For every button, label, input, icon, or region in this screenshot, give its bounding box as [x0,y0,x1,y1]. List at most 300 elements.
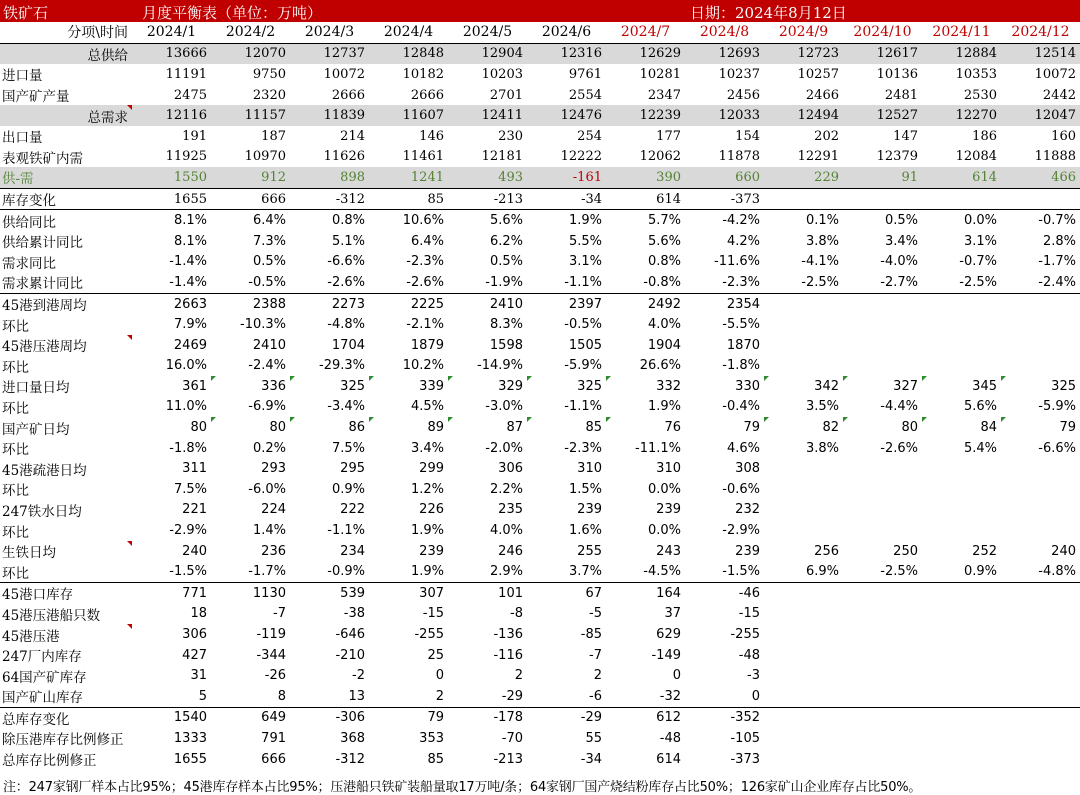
table-cell: 222 [340,502,365,518]
table-cell: 10072 [323,66,365,82]
table-row [0,665,1080,686]
table-cell: -1.8% [722,358,760,374]
table-row [0,105,1080,126]
table-cell: 2442 [1042,87,1076,103]
table-cell: 2273 [290,293,369,314]
table-cell: -136 [493,627,523,643]
table-cell: -149 [651,647,681,663]
row-label: 需求同比 [2,255,56,272]
row-label: 247铁水日均 [2,503,82,520]
table-row [0,126,1080,147]
table-cell [1001,749,1080,770]
table-cell [764,665,843,686]
table-cell: 2666 [331,87,365,103]
table-cell: -255 [730,627,760,643]
table-cell [1001,624,1080,645]
table-cell: 0 [435,668,444,684]
table-cell: 82 [764,417,843,438]
row-label: 247厂内库存 [2,649,82,666]
table-cell: -6.0% [248,481,286,497]
month-header: 2024/1 [132,22,211,43]
table-cell: -1.8% [169,440,207,456]
table-cell: 307 [369,583,448,604]
table-cell: 2410 [252,337,286,353]
table-cell: 2554 [568,87,602,103]
table-cell: 353 [419,730,444,746]
table-cell: 67 [527,583,606,604]
table-cell: 10203 [481,66,523,82]
table-cell: 612 [606,707,685,728]
table-cell: 614 [606,188,685,210]
table-cell: 345 [922,376,1001,397]
table-row [0,231,1080,252]
table-cell [1001,479,1080,500]
table-cell: -34 [580,751,602,767]
table-cell: 10182 [402,66,444,82]
table-cell: 243 [656,543,681,559]
table-cell: -1.7% [1038,254,1076,270]
table-cell: 493 [448,167,527,188]
table-cell [843,479,922,500]
row-label: 64国产矿库存 [2,669,87,686]
table-cell: 2530 [963,87,997,103]
table-cell: 427 [182,647,207,663]
table-row [0,707,1080,728]
table-cell: 3.1% [963,233,997,249]
table-cell [1001,314,1080,335]
table-row [0,479,1080,500]
table-row [0,272,1080,293]
month-header: 2024/10 [843,22,922,43]
month-header: 2024/6 [527,22,606,43]
row-label: 环比 [2,400,29,417]
table-cell: -161 [527,167,606,188]
table-cell: 12379 [876,149,918,165]
table-cell [843,293,922,314]
table-cell: 12737 [290,43,369,64]
table-cell [764,707,843,728]
table-cell: -5.9% [564,358,602,374]
table-cell: 84 [922,417,1001,438]
table-cell: 10237 [718,66,760,82]
row-label: 进口量 [2,68,43,85]
table-cell: -2.4% [248,358,286,374]
table-cell: 146 [419,128,444,144]
table-cell: 1879 [410,337,444,353]
row-label: 总库存变化 [0,707,132,728]
table-cell: 2492 [606,293,685,314]
table-cell: 239 [419,543,444,559]
table-cell: 10257 [797,66,839,82]
row-label: 45港口库存 [0,583,132,604]
table-row [0,314,1080,335]
table-cell: 186 [972,128,997,144]
table-cell: 310 [577,461,602,477]
table-cell: 1.9% [647,399,681,415]
table-cell: -4.8% [327,317,365,333]
table-row [0,293,1080,314]
table-cell: 9750 [252,66,286,82]
table-row [0,438,1080,459]
row-label: 国产矿山库存 [2,690,83,707]
month-header: 2024/5 [448,22,527,43]
table-cell: -352 [685,707,764,728]
table-cell: 25 [427,647,444,663]
table-cell: 4.5% [410,399,444,415]
table-cell: 229 [764,167,843,188]
table-cell: -213 [448,188,527,210]
table-row [0,728,1080,749]
table-cell: -646 [335,627,365,643]
table-cell: -306 [290,707,369,728]
table-row [0,188,1080,210]
table-cell [764,500,843,521]
table-cell: 239 [656,502,681,518]
table-cell: 2 [514,668,523,684]
table-cell: 224 [261,502,286,518]
table-cell: 1.9% [527,210,606,231]
table-cell [843,707,922,728]
table-cell: 6.4% [410,233,444,249]
table-cell: 2320 [252,87,286,103]
table-cell: -2.9% [169,523,207,539]
table-cell: 76 [606,417,685,438]
table-cell: 214 [340,128,365,144]
table-cell: 12270 [922,105,1001,126]
table-cell: -0.4% [722,399,760,415]
table-cell: -1.1% [327,523,365,539]
table-cell: 230 [498,128,523,144]
table-cell: -210 [335,647,365,663]
table-cell: 342 [764,376,843,397]
table-cell: 539 [290,583,369,604]
table-cell: -4.4% [880,399,918,415]
table-cell: 1655 [173,751,207,767]
table-cell: -2.5% [801,274,839,290]
table-cell [922,314,1001,335]
table-cell: 87 [448,417,527,438]
row-label: 45港到港周均 [0,293,132,314]
table-cell: -1.9% [485,274,523,290]
table-cell: 10970 [244,149,286,165]
table-cell [764,314,843,335]
table-cell: 11157 [211,105,290,126]
table-row [0,147,1080,168]
corner-label: 分项\时间 [0,22,132,43]
table-cell: 2.9% [489,564,523,580]
table-cell: 3.8% [805,440,839,456]
row-label: 需求累计同比 [2,276,83,293]
table-cell: 246 [498,543,523,559]
table-cell: 2.8% [1042,233,1076,249]
table-cell: -3.4% [327,399,365,415]
table-cell: -213 [493,751,523,767]
footnote: 注：247家钢厂样本占比95%；45港库存样本占比95%；压港船只铁矿装船量取17万吨/条；64家钢厂国产烧结粉库存占比50%；126家矿山企业库存占比50%。 [3,780,922,795]
table-cell [843,645,922,666]
table-cell: -8 [510,606,523,622]
table-cell [922,293,1001,314]
table-cell: 336 [211,376,290,397]
table-cell: -29.3% [319,358,365,374]
table-cell: 80 [211,417,290,438]
table-cell: 10072 [1034,66,1076,82]
table-cell: 12239 [606,105,685,126]
table-cell [1001,188,1080,210]
table-cell: -4.2% [685,210,764,231]
table-cell: 234 [340,543,365,559]
table-cell: 0.5% [489,254,523,270]
table-cell: -312 [290,188,369,210]
table-row [0,624,1080,645]
table-cell: 7.3% [252,233,286,249]
table-cell: -0.7% [1001,210,1080,231]
table-cell: 8 [277,688,286,704]
table-cell: 614 [656,751,681,767]
table-cell: 13 [348,688,365,704]
header-bar [0,0,1080,22]
table-cell [843,314,922,335]
table-cell: 0.9% [331,481,365,497]
table-cell: -373 [685,188,764,210]
table-row [0,749,1080,770]
table-cell [843,356,922,377]
table-cell: 1505 [568,337,602,353]
table-cell: 12291 [797,149,839,165]
table-cell: 2410 [448,293,527,314]
table-cell: 306 [182,627,207,643]
table-cell: -2.3% [564,440,602,456]
table-cell: -1.4% [169,254,207,270]
table-cell: 5 [198,688,207,704]
table-row [0,64,1080,85]
table-cell [1001,645,1080,666]
table-cell [922,604,1001,625]
table-cell: 3.4% [884,233,918,249]
table-cell: -2.7% [880,274,918,290]
row-label: 环比 [2,318,29,335]
table-cell [764,293,843,314]
table-cell: 12062 [639,149,681,165]
table-cell: 7.9% [173,317,207,333]
table-cell [764,749,843,770]
table-cell: 327 [843,376,922,397]
table-cell: -6.6% [327,254,365,270]
table-cell: 2347 [647,87,681,103]
table-cell [1001,728,1080,749]
table-cell: -0.5% [564,317,602,333]
table-cell: 101 [448,583,527,604]
row-label: 环比 [2,565,29,582]
table-cell [1001,500,1080,521]
table-cell: 6.4% [211,210,290,231]
table-cell: 79 [743,420,760,436]
month-header: 2024/12 [1001,22,1080,43]
table-cell: 1.9% [410,523,444,539]
table-cell: -5 [589,606,602,622]
table-cell: 368 [340,730,365,746]
table-cell [843,665,922,686]
table-cell [764,645,843,666]
table-cell: 0.8% [647,254,681,270]
table-cell: 8.1% [173,233,207,249]
table-cell: 13666 [132,43,211,64]
table-cell: 2 [593,668,602,684]
table-cell: -1.1% [564,399,602,415]
row-label: 表观铁矿内需 [2,150,83,167]
table-cell [922,728,1001,749]
table-cell: 236 [261,543,286,559]
table-cell: -0.7% [959,254,997,270]
table-cell: -7 [273,606,286,622]
table-cell: -15 [738,606,760,622]
table-cell: -29 [501,688,523,704]
table-cell: 666 [211,188,290,210]
table-cell: 2388 [211,293,290,314]
table-cell: 16.0% [165,358,207,374]
table-cell: 293 [261,461,286,477]
table-cell: -2.6% [880,440,918,456]
table-cell [843,520,922,541]
row-label: 环比 [2,359,29,376]
table-cell: 37 [664,606,681,622]
table-cell [764,686,843,707]
table-cell: 11626 [323,149,365,165]
table-cell [1001,665,1080,686]
table-cell: -70 [501,730,523,746]
table-cell [922,583,1001,604]
table-cell: -10.3% [240,317,286,333]
table-cell [764,356,843,377]
table-cell: 5.1% [331,233,365,249]
table-cell: 329 [448,376,527,397]
table-cell: 232 [735,502,760,518]
table-cell: 0.0% [922,210,1001,231]
table-cell [843,188,922,210]
table-cell: 1550 [132,167,211,188]
table-cell: 252 [972,543,997,559]
table-cell: 6.9% [805,564,839,580]
table-cell: -116 [493,647,523,663]
table-cell: 5.7% [606,210,685,231]
table-row [0,252,1080,273]
month-header: 2024/11 [922,22,1001,43]
table-cell [1001,458,1080,479]
table-cell: -6.6% [1038,440,1076,456]
table-row [0,561,1080,582]
table-cell: 10.2% [402,358,444,374]
table-cell: 12527 [843,105,922,126]
table-cell: 79 [1001,417,1080,438]
table-cell: -0.9% [327,564,365,580]
row-label: 国产矿产量 [2,89,70,106]
table-cell: 191 [182,128,207,144]
table-cell: -1.7% [248,564,286,580]
table-cell [1001,520,1080,541]
table-row [0,397,1080,418]
table-cell [764,520,843,541]
table-row [0,85,1080,106]
table-cell: 240 [1051,543,1076,559]
table-cell: 250 [893,543,918,559]
table-cell: 202 [814,128,839,144]
table-cell: -3.0% [485,399,523,415]
row-label: 总需求 [0,105,132,126]
table-cell: -2.4% [1038,274,1076,290]
table-cell: -85 [580,627,602,643]
table-row [0,458,1080,479]
month-header: 2024/2 [211,22,290,43]
table-cell: -46 [685,583,764,604]
row-label: 供-需 [0,167,132,188]
table-cell [1001,686,1080,707]
table-cell: 7.5% [173,481,207,497]
table-cell: 2481 [884,87,918,103]
table-cell: 10353 [955,66,997,82]
table-cell: -38 [343,606,365,622]
row-label: 45港压港 [0,624,132,645]
table-cell: 12904 [448,43,527,64]
table-cell: -312 [335,751,365,767]
table-cell: 12116 [132,105,211,126]
table-cell: 649 [211,707,290,728]
table-cell: 11461 [402,149,444,165]
table-cell: 226 [419,502,444,518]
table-title: 月度平衡表（单位：万吨） [142,4,323,22]
table-cell: 4.6% [726,440,760,456]
table-cell: -1.1% [564,274,602,290]
table-cell: 12514 [1001,43,1080,64]
table-cell: 6.2% [489,233,523,249]
table-cell: 12181 [481,149,523,165]
table-cell: 4.2% [726,233,760,249]
table-cell: -2.1% [406,317,444,333]
table-cell: 330 [735,378,760,394]
row-label: 国产矿日均 [2,421,70,438]
table-cell: 11607 [369,105,448,126]
row-label: 总供给 [0,43,132,64]
table-cell: 10136 [876,66,918,82]
table-cell: 325 [290,376,369,397]
row-label: 45港压港周均 [0,335,132,356]
table-cell: 2666 [410,87,444,103]
table-cell: -4.5% [643,564,681,580]
table-cell: 308 [735,461,760,477]
table-cell: 235 [498,502,523,518]
table-cell [922,665,1001,686]
row-label: 45港压港船只数 [2,607,101,624]
table-cell: 0.0% [647,523,681,539]
table-cell [843,583,922,604]
table-cell: -26 [264,668,286,684]
table-cell [922,520,1001,541]
table-cell: 1.4% [252,523,286,539]
table-cell: 5.5% [568,233,602,249]
table-cell: 295 [340,461,365,477]
table-cell: 3.1% [568,254,602,270]
row-label: 环比 [2,524,29,541]
table-cell: 629 [656,627,681,643]
table-cell: 31 [190,668,207,684]
table-cell [922,686,1001,707]
table-cell: -7 [589,647,602,663]
table-row [0,583,1080,604]
month-header: 2024/4 [369,22,448,43]
table-cell: 2456 [726,87,760,103]
table-cell: 660 [685,167,764,188]
table-cell: 11878 [718,149,760,165]
table-cell: 1904 [647,337,681,353]
table-cell: 177 [656,128,681,144]
